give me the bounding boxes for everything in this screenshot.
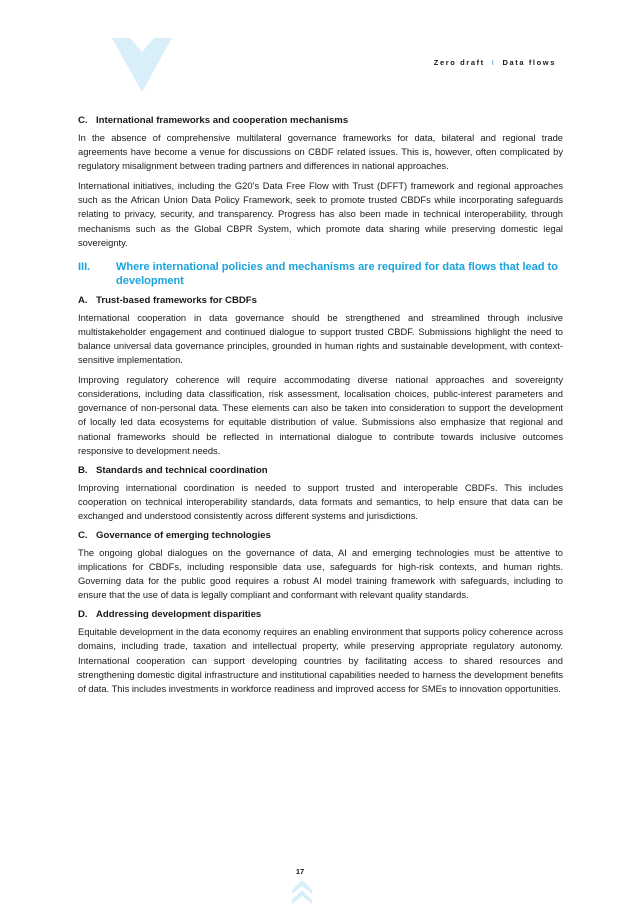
subsection-heading-c [78,529,563,542]
section-number: III. [78,260,91,273]
subsection-heading-a [78,294,563,307]
subsection-title: Trust-based frameworks for CBDFs [96,294,257,306]
paragraph: Improving regulatory coherence will require accommodating diverse national approaches and sovereignty considerations, including data classification, risk assessment, localisation choices, public-interest parameters and governance of non-personal data. These elements can also be taken into consideration to support the development of locally led data ecosystems for equitable distribution of value. Submissions also emphasize that regional and national frameworks should be reflected in international dialogue to contribute towards inclusive outcomes responsive to development needs. [78,375,563,456]
footer-chevron-icon [292,880,312,906]
doc-label: Zero draft [433,58,485,67]
subsection-letter: B. [78,464,88,476]
subsection-title: Standards and technical coordination [96,464,268,476]
subsection-heading-b [78,464,563,477]
subsection-heading-d [78,608,563,621]
subsection-letter: A. [78,294,88,306]
paragraph: Improving international coordination is needed to support trusted and interoperable CBDFs. This includes cooperation on technical interoperability standards, data formats and semantics, to help ensure that data can be exchanged and understood consistently across different systems and jurisdictions. [78,482,563,521]
chevron-logo-icon [112,38,172,92]
running-header [434,58,556,67]
subsection-letter: C. [78,529,88,541]
paragraph: Equitable development in the data economy requires an enabling environment that supports policy coherence across domains, including trade, taxation and intellectual property, while preserving appropriate regulatory autonomy. International cooperation can support developing countries by facilitating access to shared resources and strengthening domestic digital infrastructure and institutional capabilities needed to harness the development benefits of data. This includes investments in workforce readiness and improved access for SMEs to innovation opportunities. [78,627,563,694]
paragraph: In the absence of comprehensive multilateral governance frameworks for data, bilateral and regional trade agreements have become a venue for discussions on CBDF related issues. This is, however, often complicated by regulatory misalignment between trading partners and differences in national approaches. [78,133,563,172]
paragraph: International initiatives, including the G20’s Data Free Flow with Trust (DFFT) framework and regional approaches such as the African Union Data Policy Framework, seek to promote trusted CBDFs while incorporating safeguards relating to privacy, security, and transparency. Progress has also been made in technical interoperability, through mechanisms such as the Global CBPR System, which promote data sharing while preserving domestic legal sovereignty. [78,181,563,248]
paragraph: International cooperation in data governance should be strengthened and streamlined through inclusive multistakeholder engagement and continued dialogue to support trusted CBDF. Submissions highlight the need to balance universal data governance principles, grounded in human rights and sustainable development, with context-sensitive implementation. [78,312,563,366]
page-content [78,114,563,702]
topic-label: Data flows [502,58,556,67]
subsection-title: International frameworks and cooperation mechanisms [96,115,349,126]
subsection-letter: D. [78,609,88,621]
header-separator: I [491,58,496,67]
section-heading-iii [78,260,563,288]
subsection-title: Addressing development disparities [96,609,262,621]
subsection-letter: C. [78,115,88,126]
subsection-heading-intl-frameworks [78,114,563,127]
page-number: 17 [295,867,305,876]
subsection-title: Governance of emerging technologies [96,529,271,541]
section-title: Where international policies and mechanisms are required for data flows that lead to development [116,260,558,287]
paragraph: The ongoing global dialogues on the governance of data, AI and emerging technologies must be attentive to implications for CBDFs, including responsible data use, safeguards for high-risk contexts, and human rights. Governing data for the public good requires a robust AI model training framework with safeguards, including to ensure that the use of data is legally compliant and conformant with relevant quality standards. [78,547,563,601]
